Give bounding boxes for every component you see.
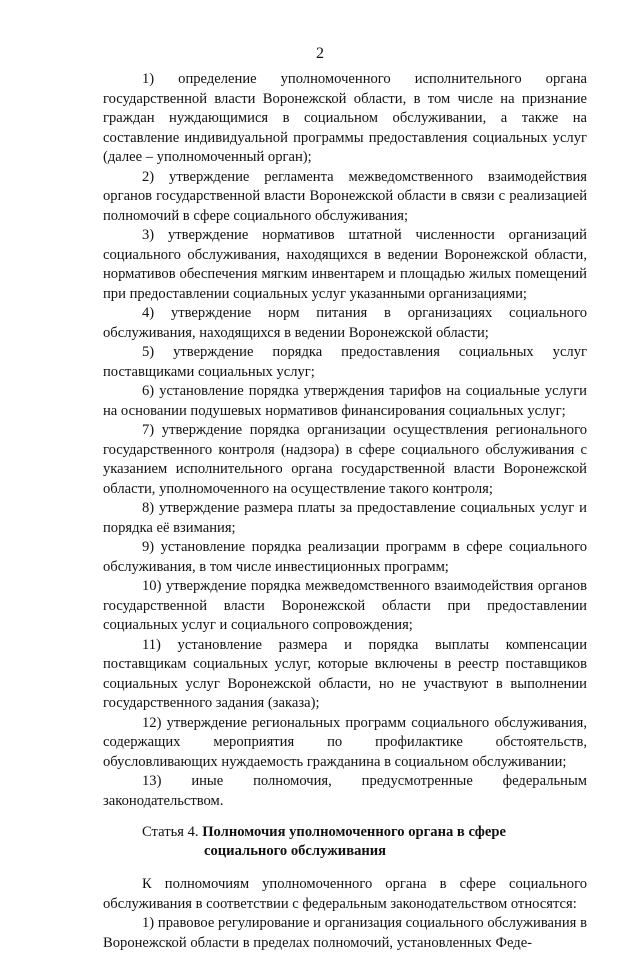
list-item: 11) установление размера и порядка выплаты компенсации поставщикам социальных услуг, которые включены в реестр поставщиков социальных услуг Воронежской области, но не участвуют в выполнении государственного задания (заказа); <box>103 636 587 711</box>
article-number: Статья 4. <box>142 824 199 840</box>
list-item: 8) утверждение размера платы за предоставление социальных услуг и порядка её взимания; <box>103 500 587 536</box>
article-title-line-2: социального обслуживания <box>204 843 387 859</box>
list-item: 1) определение уполномоченного исполнительного органа государственной власти Воронежской области, в том числе на признание граждан нуждающимися в социальном обслуживании, а также на составление индивидуальной программы предоставления социальных услуг (далее – уполномоченный орган); <box>103 71 587 165</box>
list-item: 7) утверждение порядка организации осуществления регионального государственного контроля (надзора) в сфере социального обслуживания с указанием исполнительного органа государственной власти Воронежской области, уполномоченного на осуществление такого контроля; <box>103 422 587 497</box>
article-paragraph: К полномочиям уполномоченного органа в сфере социального обслуживания в соответствии с федеральным законодательством относятся: <box>103 876 587 912</box>
article-heading <box>103 823 587 861</box>
list-item: 5) утверждение порядка предоставления социальных услуг поставщиками социальных услуг; <box>103 344 587 380</box>
list-item: 12) утверждение региональных программ социального обслуживания, содержащих мероприятия по профилактике обстоятельств, обусловливающих нуждаемость гражданина в социальном обслуживании; <box>103 714 587 770</box>
document-body <box>103 70 587 953</box>
list-item: 2) утверждение регламента межведомственного взаимодействия органов государственной власти Воронежской области в связи с реализацией полномочий в сфере социального обслуживания; <box>103 168 587 224</box>
list-item: 4) утверждение норм питания в организациях социального обслуживания, находящихся в ведении Воронежской области; <box>103 305 587 341</box>
page-number: 2 <box>316 45 324 62</box>
list-item: 6) установление порядка утверждения тарифов на социальные услуги на основании подушевых нормативов финансирования социальных услуг; <box>103 383 587 419</box>
list-item: 13) иные полномочия, предусмотренные федеральным законодательством. <box>103 773 587 809</box>
article-paragraph: 1) правовое регулирование и организация социального обслуживания в Воронежской области в пределах полномочий, установленных Феде- <box>103 915 587 951</box>
list-item: 10) утверждение порядка межведомственного взаимодействия органов государственной власти Воронежской области при предоставлении социальных услуг и социального сопровождения; <box>103 578 587 633</box>
list-item: 3) утверждение нормативов штатной численности организаций социального обслуживания, находящихся в ведении Воронежской области, нормативов обеспечения мягким инвентарем и площадью жилых помещений при предоставлении социальных услуг указанными организациями; <box>103 227 587 302</box>
list-item: 9) установление порядка реализации программ в сфере социального обслуживания, в том числе инвестиционных программ; <box>103 539 587 575</box>
article-title-line-1: Полномочия уполномоченного органа в сфере <box>202 824 506 840</box>
